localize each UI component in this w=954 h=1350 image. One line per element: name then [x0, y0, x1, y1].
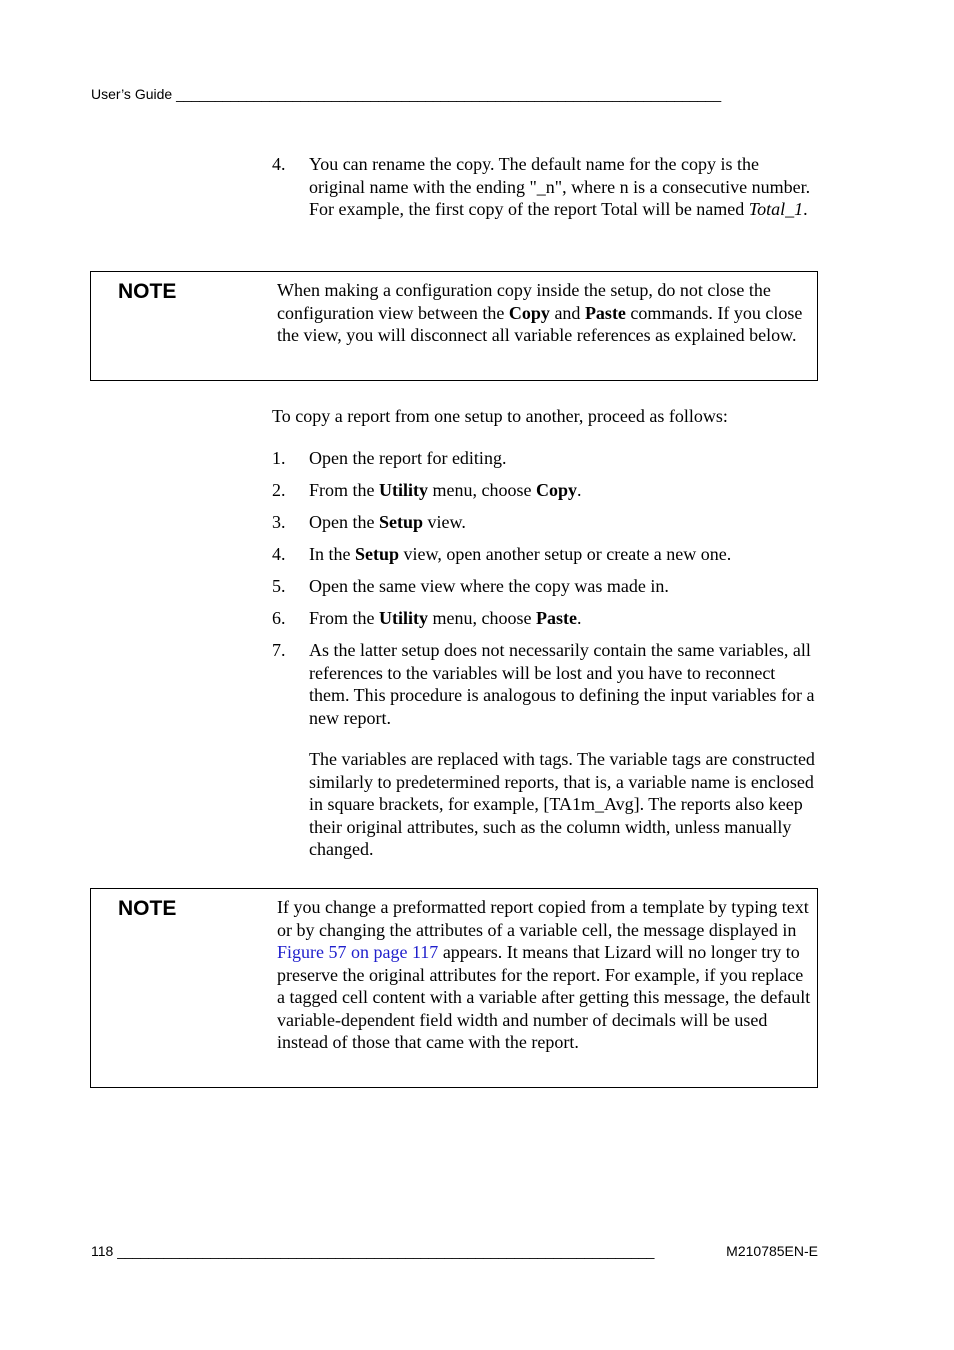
step-text: From the Utility menu, choose Paste. — [309, 608, 582, 628]
step-7: 7. As the latter setup does not necessarily contain the same variables, all references to the variables will be lost and you have to reconnect them. This procedure is analogous to defining the input variables for a new report. — [272, 639, 818, 729]
note-box-config-copy — [90, 271, 818, 381]
step-6: 6. From the Utility menu, choose Paste. — [272, 607, 818, 630]
figure-link[interactable]: Figure 57 on page 117 — [277, 942, 439, 962]
step-4: 4. In the Setup view, open another setup or create a new one. — [272, 543, 818, 566]
step-text: From the Utility menu, choose Copy. — [309, 480, 582, 500]
header-rule: ______________________________________________________________________ — [176, 86, 722, 102]
step-text: In the Setup view, open another setup or create a new one. — [309, 544, 732, 564]
note-box-preformatted — [90, 888, 818, 1088]
step-text: Open the same view where the copy was made in. — [309, 576, 669, 596]
note-text: When making a configuration copy inside the setup, do not close the configuration view between the Copy and Paste commands. If you close the view, you will disconnect all variable references as explained below. — [277, 280, 803, 345]
note-label: NOTE — [118, 280, 177, 303]
step-text: Open the Setup view. — [309, 512, 466, 532]
step-3: 3. Open the Setup view. — [272, 511, 818, 534]
intro-paragraph: To copy a report from one setup to another, proceed as follows: — [272, 406, 728, 426]
step-7-tags-paragraph: The variables are replaced with tags. The variable tags are constructed similarly to predetermined reports, that is, a variable name is enclosed in square brackets, for example, [TA1m_Avg]. The reports also keep their original attributes, such as the column width, unless manually changed. — [309, 749, 815, 859]
step-number: 4. — [272, 154, 286, 174]
step-text: You can rename the copy. The default name for the copy is the original name with the ending "_n", where n is a consecutive number. For example, the first copy of the report Total will be named Total_1. — [309, 154, 811, 219]
copy-name-example: Total_1 — [748, 199, 804, 219]
step-text: Open the report for editing. — [309, 448, 507, 468]
page-footer — [91, 1243, 818, 1263]
rename-step — [272, 153, 818, 221]
header-title: User’s Guide — [91, 86, 173, 102]
document-code: M210785EN-E — [726, 1243, 818, 1259]
page-header — [91, 86, 811, 102]
step-2: 2. From the Utility menu, choose Copy. — [272, 479, 818, 502]
step-text: As the latter setup does not necessarily contain the same variables, all references to the variables will be lost and you have to reconnect them. This procedure is analogous to defining the input variables for a new report. — [309, 640, 815, 728]
step-1: 1. Open the report for editing. — [272, 447, 818, 470]
note-text: If you change a preformatted report copied from a template by typing text or by changing the attributes of a variable cell, the message displayed in Figure 57 on page 117 appears. It means that Lizard will no longer try to preserve the original attributes for the report. For example, if you replace a tagged cell content with a variable after getting this message, the default variable-dependent field width and number of decimals will be used instead of those that came with the report. — [277, 897, 811, 1052]
page-number: 118 — [91, 1243, 114, 1259]
step-5: 5. Open the same view where the copy was made in. — [272, 575, 818, 598]
footer-rule: _____________________________________________________________________ — [117, 1243, 655, 1259]
note-label: NOTE — [118, 897, 177, 920]
